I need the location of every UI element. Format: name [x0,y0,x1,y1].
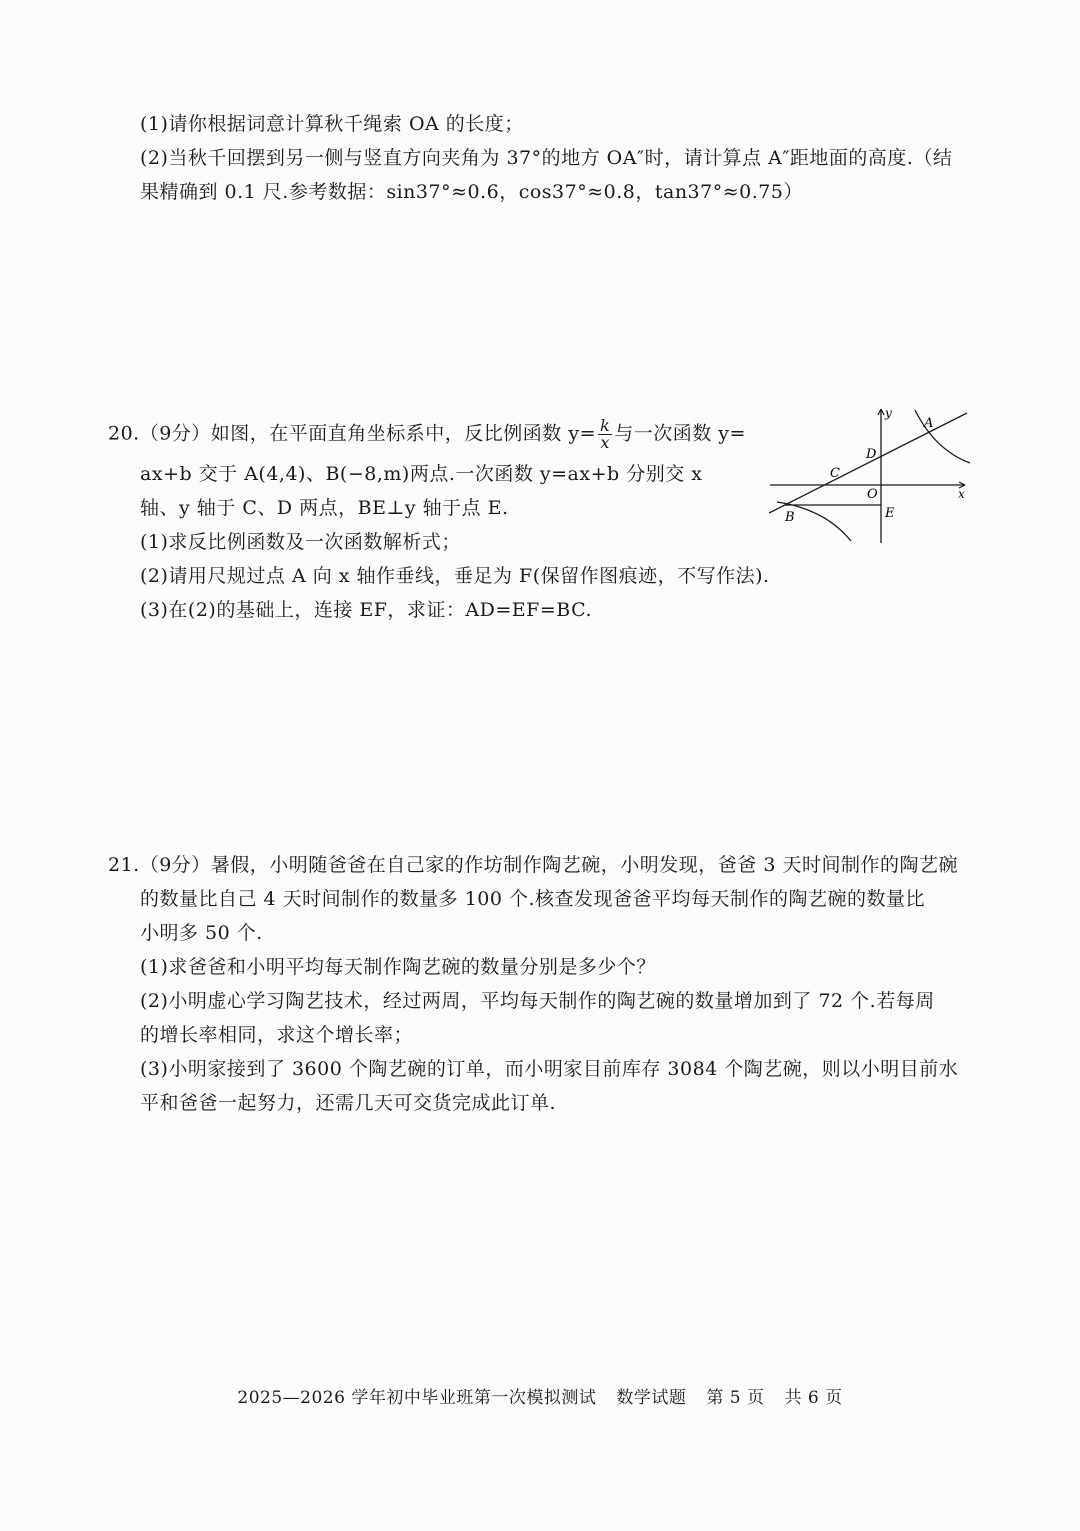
label-C: C [830,466,840,481]
label-A: A [924,416,934,431]
label-B: B [785,510,795,525]
q19-part2-line1: (2)当秋千回摆到另一侧与竖直方向夹角为 37°的地方 OA″时，请计算点 A″距地面的高度.（结 [140,147,953,169]
label-D: D [866,447,877,462]
q21-sub2-line1: (2)小明虚心学习陶艺技术，经过两周，平均每天制作的陶艺碗的数量增加到了 72 个.若每周 [140,990,935,1012]
footer-total-pages: 共 6 页 [784,1388,843,1408]
q21-line3: 小明多 50 个. [140,922,263,944]
q20-header [108,418,746,451]
fraction-denominator: x [600,433,610,452]
coordinate-diagram [765,405,975,545]
fraction-numerator: k [600,416,611,435]
q19-part1: (1)请你根据词意计算秋千绳索 OA 的长度； [140,113,524,135]
q21-sub3-line1: (3)小明家接到了 3600 个陶艺碗的订单，而小明家目前库存 3084 个陶艺碗，则以小明目前水 [140,1058,959,1080]
q19-part2-line2: 果精确到 0.1 尺.参考数据：sin37°≈0.6，cos37°≈0.8，tan37°≈0.75） [140,181,803,203]
label-O: O [867,487,878,502]
footer-title: 2025—2026 学年初中毕业班第一次模拟测试 [237,1388,597,1408]
footer-subject: 数学试题 [616,1388,687,1408]
q20-line3: 轴、y 轴于 C、D 两点，BE⊥y 轴于点 E. [140,497,509,519]
label-E: E [885,506,895,521]
page-footer [0,1383,1080,1408]
q21-sub1: (1)求爸爸和小明平均每天制作陶艺碗的数量分别是多少个？ [140,956,656,978]
q21-sub3-line2: 平和爸爸一起努力，还需几天可交货完成此订单. [140,1092,557,1114]
label-x: x [958,487,965,501]
q20-head-text: 20.（9分）如图，在平面直角坐标系中，反比例函数 y= [108,422,596,445]
q20-sub2: (2)请用尺规过点 A 向 x 轴作垂线，垂足为 F(保留作图痕迹，不写作法). [140,565,770,587]
q21-line2: 的数量比自己 4 天时间制作的数量多 100 个.核查发现爸爸平均每天制作的陶艺碗的数量比 [140,888,926,910]
q20-head-tail: 与一次函数 y= [614,422,746,445]
q20-sub3: (3)在(2)的基础上，连接 EF，求证：AD=EF=BC. [140,599,592,621]
q21-line1: 21.（9分）暑假，小明随爸爸在自己家的作坊制作陶艺碗，小明发现，爸爸 3 天时间制作的陶艺碗 [108,854,958,876]
q20-sub1: (1)求反比例函数及一次函数解析式； [140,531,461,553]
q21-sub2-line2: 的增长率相同，求这个增长率； [140,1024,414,1046]
label-y: y [885,406,892,420]
fraction-k-over-x [598,418,612,451]
footer-page-number: 第 5 页 [706,1388,765,1408]
q20-line2: ax+b 交于 A(4,4)、B(−8,m)两点.一次函数 y=ax+b 分别交 x [140,463,703,485]
